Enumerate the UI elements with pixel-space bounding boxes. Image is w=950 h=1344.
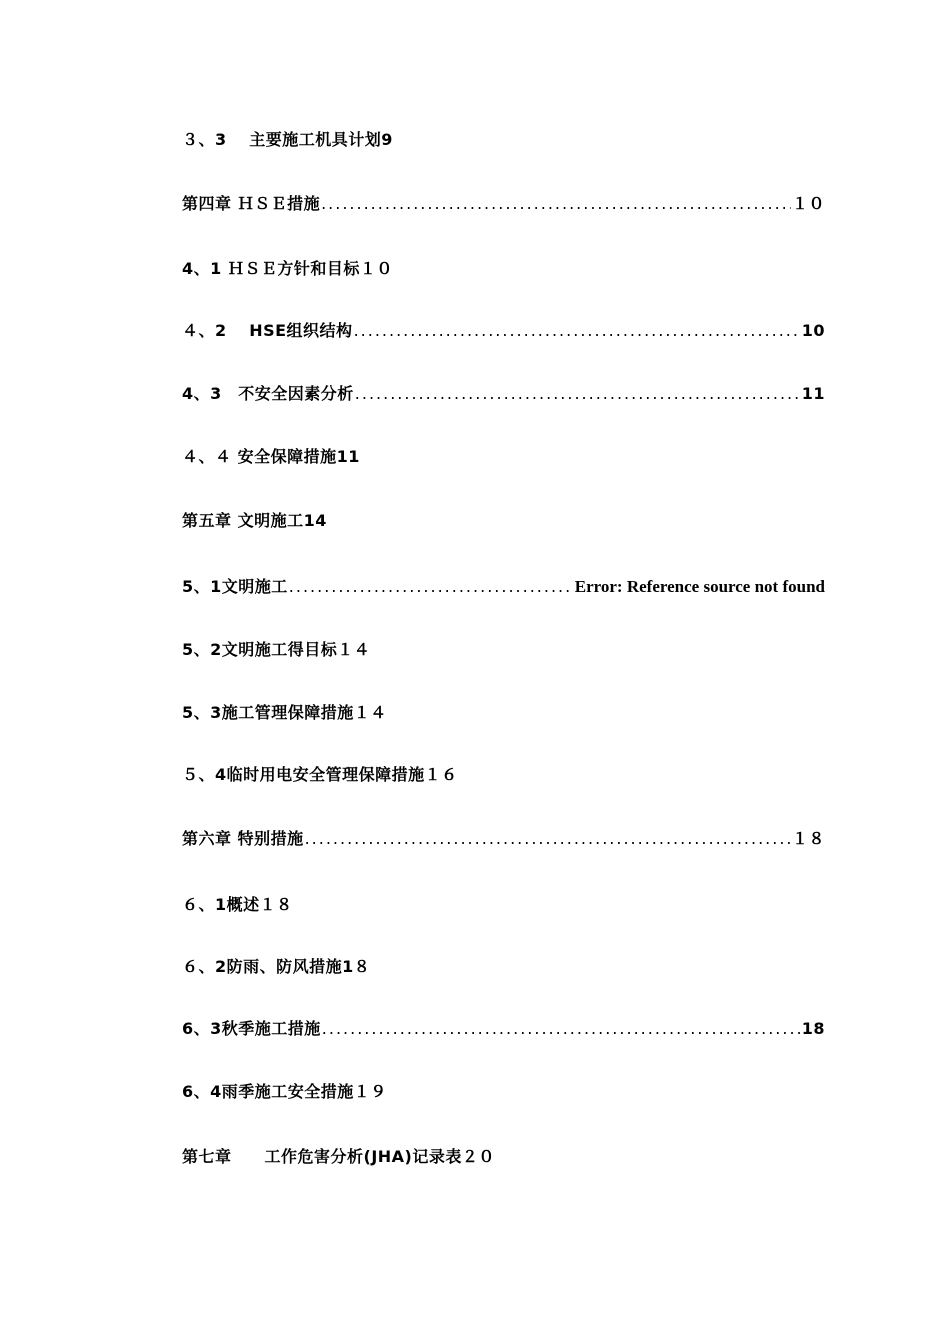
toc-entry-6-1[interactable] [182,892,825,918]
toc-leader-dots [289,577,574,596]
toc-entry-5-1[interactable] [182,574,825,600]
toc-entry-page: 18 [801,1019,825,1038]
toc-entry-title: 第六章 特别措施 [182,829,304,848]
toc-entry-page: １８ [791,829,825,848]
toc-entry-title: 5、1文明施工 [182,577,288,596]
toc-entry-4-4[interactable] [182,444,825,470]
toc-entry-title: ３、3 主要施工机具计划9 [182,130,393,149]
toc-entry-title: 4、3 不安全因素分析 [182,384,354,403]
toc-entry-6-3[interactable] [182,1016,825,1042]
toc-leader-dots [322,1019,801,1038]
toc-entry-page: 10 [801,321,825,340]
toc-entry-title: 5、2文明施工得目标１４ [182,640,371,659]
toc-leader-dots [355,384,801,403]
toc-entry-5-3[interactable] [182,700,825,726]
toc-entry-5-4[interactable] [182,762,825,788]
toc-entry-title: 第四章 ＨＳＥ措施 [182,194,321,213]
toc-entry-chapter-6[interactable] [182,826,825,852]
toc-entry-title: ６、2防雨、防风措施1８ [182,957,371,976]
toc-entry-chapter-5[interactable] [182,508,825,534]
toc-entry-title: 6、3秋季施工措施 [182,1019,321,1038]
toc-entry-title: ４、４ 安全保障措施11 [182,447,360,466]
toc-entry-title: ４、2 HSE组织结构 [182,321,353,340]
toc-leader-dots [321,194,791,213]
toc-entry-4-2[interactable] [182,318,825,344]
toc-entry-page: 11 [801,384,825,403]
toc-entry-5-2[interactable] [182,637,825,663]
toc-entry-3-3[interactable] [182,127,825,153]
toc-entry-4-3[interactable] [182,381,825,407]
toc-entry-page-error: Error: Reference source not found [574,577,825,596]
toc-entry-title: 第五章 文明施工14 [182,511,327,530]
toc-entry-4-1[interactable] [182,256,825,282]
toc-entry-title: 4、1 ＨＳＥ方针和目标１０ [182,259,393,278]
toc-entry-title: 第七章 工作危害分析(JHA)记录表２０ [182,1147,495,1166]
toc-entry-title: 6、4雨季施工安全措施１９ [182,1082,387,1101]
toc-entry-page: １０ [791,194,825,213]
toc-entry-chapter-4[interactable] [182,191,825,217]
toc-entry-title: ６、1概述１８ [182,895,293,914]
toc-entry-6-4[interactable] [182,1079,825,1105]
toc-entry-6-2[interactable] [182,954,825,980]
toc-entry-chapter-7[interactable] [182,1144,825,1170]
toc-leader-dots [354,321,801,340]
toc-leader-dots [305,829,791,848]
toc-entry-title: 5、3施工管理保障措施１４ [182,703,387,722]
toc-entry-title: ５、4临时用电安全管理保障措施１６ [182,765,458,784]
